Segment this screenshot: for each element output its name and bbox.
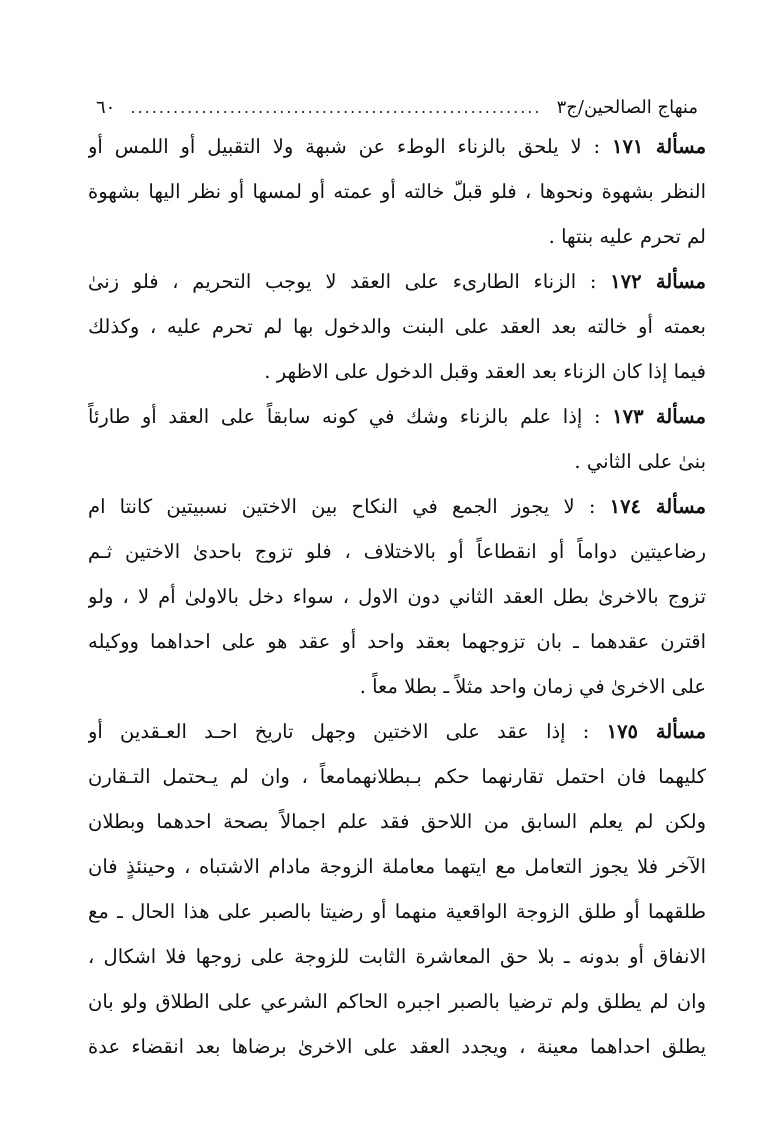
masala-text: : لا يجوز الجمع في النكاح بين الاختين نسبيتين كانتا ام [88,495,596,518]
masala-text: : إذا علم بالزناء وشك في كونه سابقاً على العقد أو طارئاً [88,405,601,428]
masala-175-line-6: الانفاق أو بدونه ـ بلا حق المعاشرة الثابت للزوجة على زوجها فلا اشكال ، [88,945,706,968]
leader-dots: .......................................................... [130,97,542,117]
masala-172-line-2: بعمته أو خالته بعد العقد على البنت والدخول بها لم تحرم عليه ، وكذلك [88,315,706,338]
masala-174-line-4: اقترن عقدهما ـ بان تزوجهما بعقد واحد أو عقد هو على احداهما ووكيله [88,630,706,653]
masala-175-line-3: ولكن لم يعلم السابق من اللاحق فقد علم اجمالاً بصحة احدهما وبطلان [88,810,706,833]
masala-171-line-3: لم تحرم عليه بنتها . [548,225,706,248]
masala-173-line-2: بنىٰ على الثاني . [574,450,706,473]
masala-174-line-1 [88,484,706,529]
masala-label: مسألة ١٧٥ [606,720,706,743]
masala-171-line-1 [88,124,706,169]
masala-175-line-8: يطلق احداهما معينة ، ويجدد العقد على الاخرىٰ برضاها بعد انقضاء عدة [88,1035,706,1058]
masala-173-line-1 [88,394,706,439]
masala-label: مسألة ١٧٢ [610,270,706,293]
masala-label: مسألة ١٧١ [611,135,706,158]
masala-175-line-5: طلقهما أو طلق الزوجة الواقعية منهما أو رضيتا بالصبر على هذا الحال ـ مع [88,900,706,923]
masala-172-line-1 [88,259,706,304]
page [88,90,706,1069]
masala-text: : الزناء الطارىء على العقد لا يوجب التحريم ، فلو زنىٰ [88,270,597,293]
page-number: ٦٠ [96,96,116,118]
book-title: منهاج الصالحين/ج٣ [556,96,698,118]
masala-174-line-2: رضاعيتين دواماً أو انقطاعاً أو بالاختلاف ، فلو تزوج باحدىٰ الاختين ثـم [88,540,706,563]
masala-label: مسألة ١٧٣ [612,405,706,428]
masala-text: : لا يلحق بالزناء الوطء عن شبهة ولا التقبيل أو اللمس أو [88,135,601,158]
masala-175-line-7: وان لم يطلق ولم ترضيا بالصبر اجبره الحاكم الشرعي على الطلاق ولو بان [88,990,706,1013]
masala-171-line-2: النظر بشهوة ونحوها ، فلو قبلّ خالته أو عمته أو لمسها أو نظر اليها بشهوة [88,180,706,203]
masala-172-line-3: فيما إذا كان الزناء بعد العقد وقبل الدخول على الاظهر . [264,360,706,383]
masala-label: مسألة ١٧٤ [609,495,706,518]
masala-174-line-3: تزوج بالاخرىٰ بطل العقد الثاني دون الاول ، سواء دخل بالاولىٰ أم لا ، ولو [88,585,706,608]
masala-174-line-5: على الاخرىٰ في زمان واحد مثلاً ـ بطلا معاً . [359,675,706,698]
masala-text: : إذا عقد على الاختين وجهل تاريخ احـد العـقدين أو [88,720,590,743]
running-header [88,90,706,124]
body-text [88,124,706,1069]
masala-175-line-1 [88,709,706,754]
masala-175-line-4: الآخر فلا يجوز التعامل مع ايتهما معاملة الزوجة مادام الاشتباه ، وحينئذٍ فان [88,855,706,878]
masala-175-line-2: كليهما فان احتمل تقارنهما حكم بـبطلانهمامعاً ، وان لم يـحتمل التـقارن [88,765,706,788]
